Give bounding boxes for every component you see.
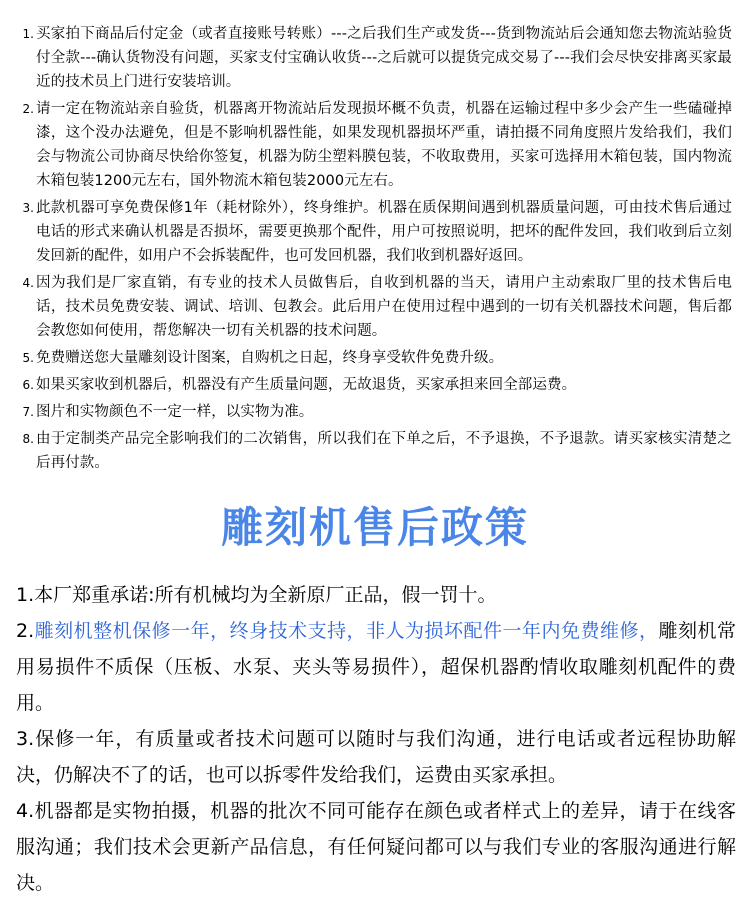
list-item-number: 6. — [22, 378, 34, 392]
list-item-number: 1. — [22, 27, 34, 41]
list-item-text: 由于定制类产品完全影响我们的二次销售，所以我们在下单之后，不予退换，不予退款。请买家核实清楚之后再付款。 — [36, 431, 732, 471]
policy-item-text: 保修一年，有质量或者技术问题可以随时与我们沟通，进行电话或者远程协助解决，仍解决不了的话，也可以拆零件发给我们，运费由买家承担。 — [16, 728, 736, 787]
list-item — [20, 22, 732, 94]
list-item — [20, 271, 732, 343]
list-item-number: 2. — [22, 102, 34, 116]
policy-item-number: 3. — [16, 728, 35, 751]
policy-item-number: 2. — [16, 620, 35, 643]
policy-item-text: 机器都是实物拍摄，机器的批次不同可能存在颜色或者样式上的差异，请于在线客服沟通；我们技术会更新产品信息，有任何疑问都可以与我们专业的客服沟通进行解决。 — [16, 800, 736, 895]
list-item — [20, 97, 732, 193]
policy-item-number: 4. — [16, 800, 35, 823]
list-item-text: 请一定在物流站亲自验货，机器离开物流站后发现损坏概不负责，机器在运输过程中多少会产生一些磕碰掉漆，这个没办法避免，但是不影响机器性能，如果发现机器损坏严重，请拍摄不同角度照片发给我们，我们会与物流公司协商尽快给你签复，机器为防尘塑料膜包装，不收取费用，买家可选择用木箱包装，国内物流木箱包装1200元左右，国外物流木箱包装2000元左右。 — [36, 101, 732, 189]
list-item — [20, 373, 732, 397]
policy-item — [16, 577, 736, 613]
list-item-number: 8. — [22, 432, 34, 446]
list-item — [20, 400, 732, 424]
policy-item-text-continued: 雕刻机常用易损件不质保（压板、水泵、夹头等易损件），超保机器酌情收取雕刻机配件的费用。 — [16, 620, 736, 715]
list-item — [20, 427, 732, 475]
list-item-text: 图片和实物颜色不一定一样，以实物为准。 — [36, 404, 314, 420]
page-title: 雕刻机售后政策 — [220, 503, 529, 552]
list-item — [20, 196, 732, 268]
policy-list — [0, 551, 750, 901]
list-item-text: 如果买家收到机器后，机器没有产生质量问题，无故退货，买家承担来回全部运费。 — [36, 377, 577, 393]
policy-item — [16, 721, 736, 793]
list-item-text: 买家拍下商品后付定金（或者直接账号转账）---之后我们生产或发货---货到物流站后会通知您去物流站验货付全款---确认货物没有问题，买家支付宝确认收货---之后就可以提货完成交易了---我们会尽快安排离买家最近的技术员上门进行安装培训。 — [36, 26, 732, 90]
list-item-number: 5. — [22, 351, 34, 365]
policy-item — [16, 793, 736, 901]
list-item-number: 7. — [22, 405, 34, 419]
list-item-number: 3. — [22, 201, 34, 215]
list-item-text: 因为我们是厂家直销，有专业的技术人员做售后，自收到机器的当天，请用户主动索取厂里的技术售后电话，技术员免费安装、调试、培训、包教会。此后用户在使用过程中遇到的一切有关机器技术问题，售后都会教您如何使用，帮您解决一切有关机器的技术问题。 — [36, 275, 732, 339]
policy-item-number: 1. — [16, 584, 35, 607]
policy-item-text: 本厂郑重承诺:所有机械均为全新原厂正品，假一罚十。 — [34, 584, 497, 607]
policy-item — [16, 613, 736, 721]
list-item-text: 此款机器可享免费保修1年（耗材除外），终身维护。机器在质保期间遇到机器质量问题，可由技术售后通过电话的形式来确认机器是否损坏，需要更换那个配件，用户可按照说明，把坏的配件发回，我们收到后立刻发回新的配件，如用户不会拆装配件，也可发回机器，我们收到机器好返回。 — [36, 200, 732, 264]
list-item — [20, 346, 732, 370]
list-item-text: 免费赠送您大量雕刻设计图案，自购机之日起，终身享受软件免费升级。 — [36, 350, 504, 366]
policy-item-text: 雕刻机整机保修一年，终身技术支持，非人为损坏配件一年内免费维修， — [34, 620, 659, 643]
list-item-number: 4. — [22, 276, 34, 290]
